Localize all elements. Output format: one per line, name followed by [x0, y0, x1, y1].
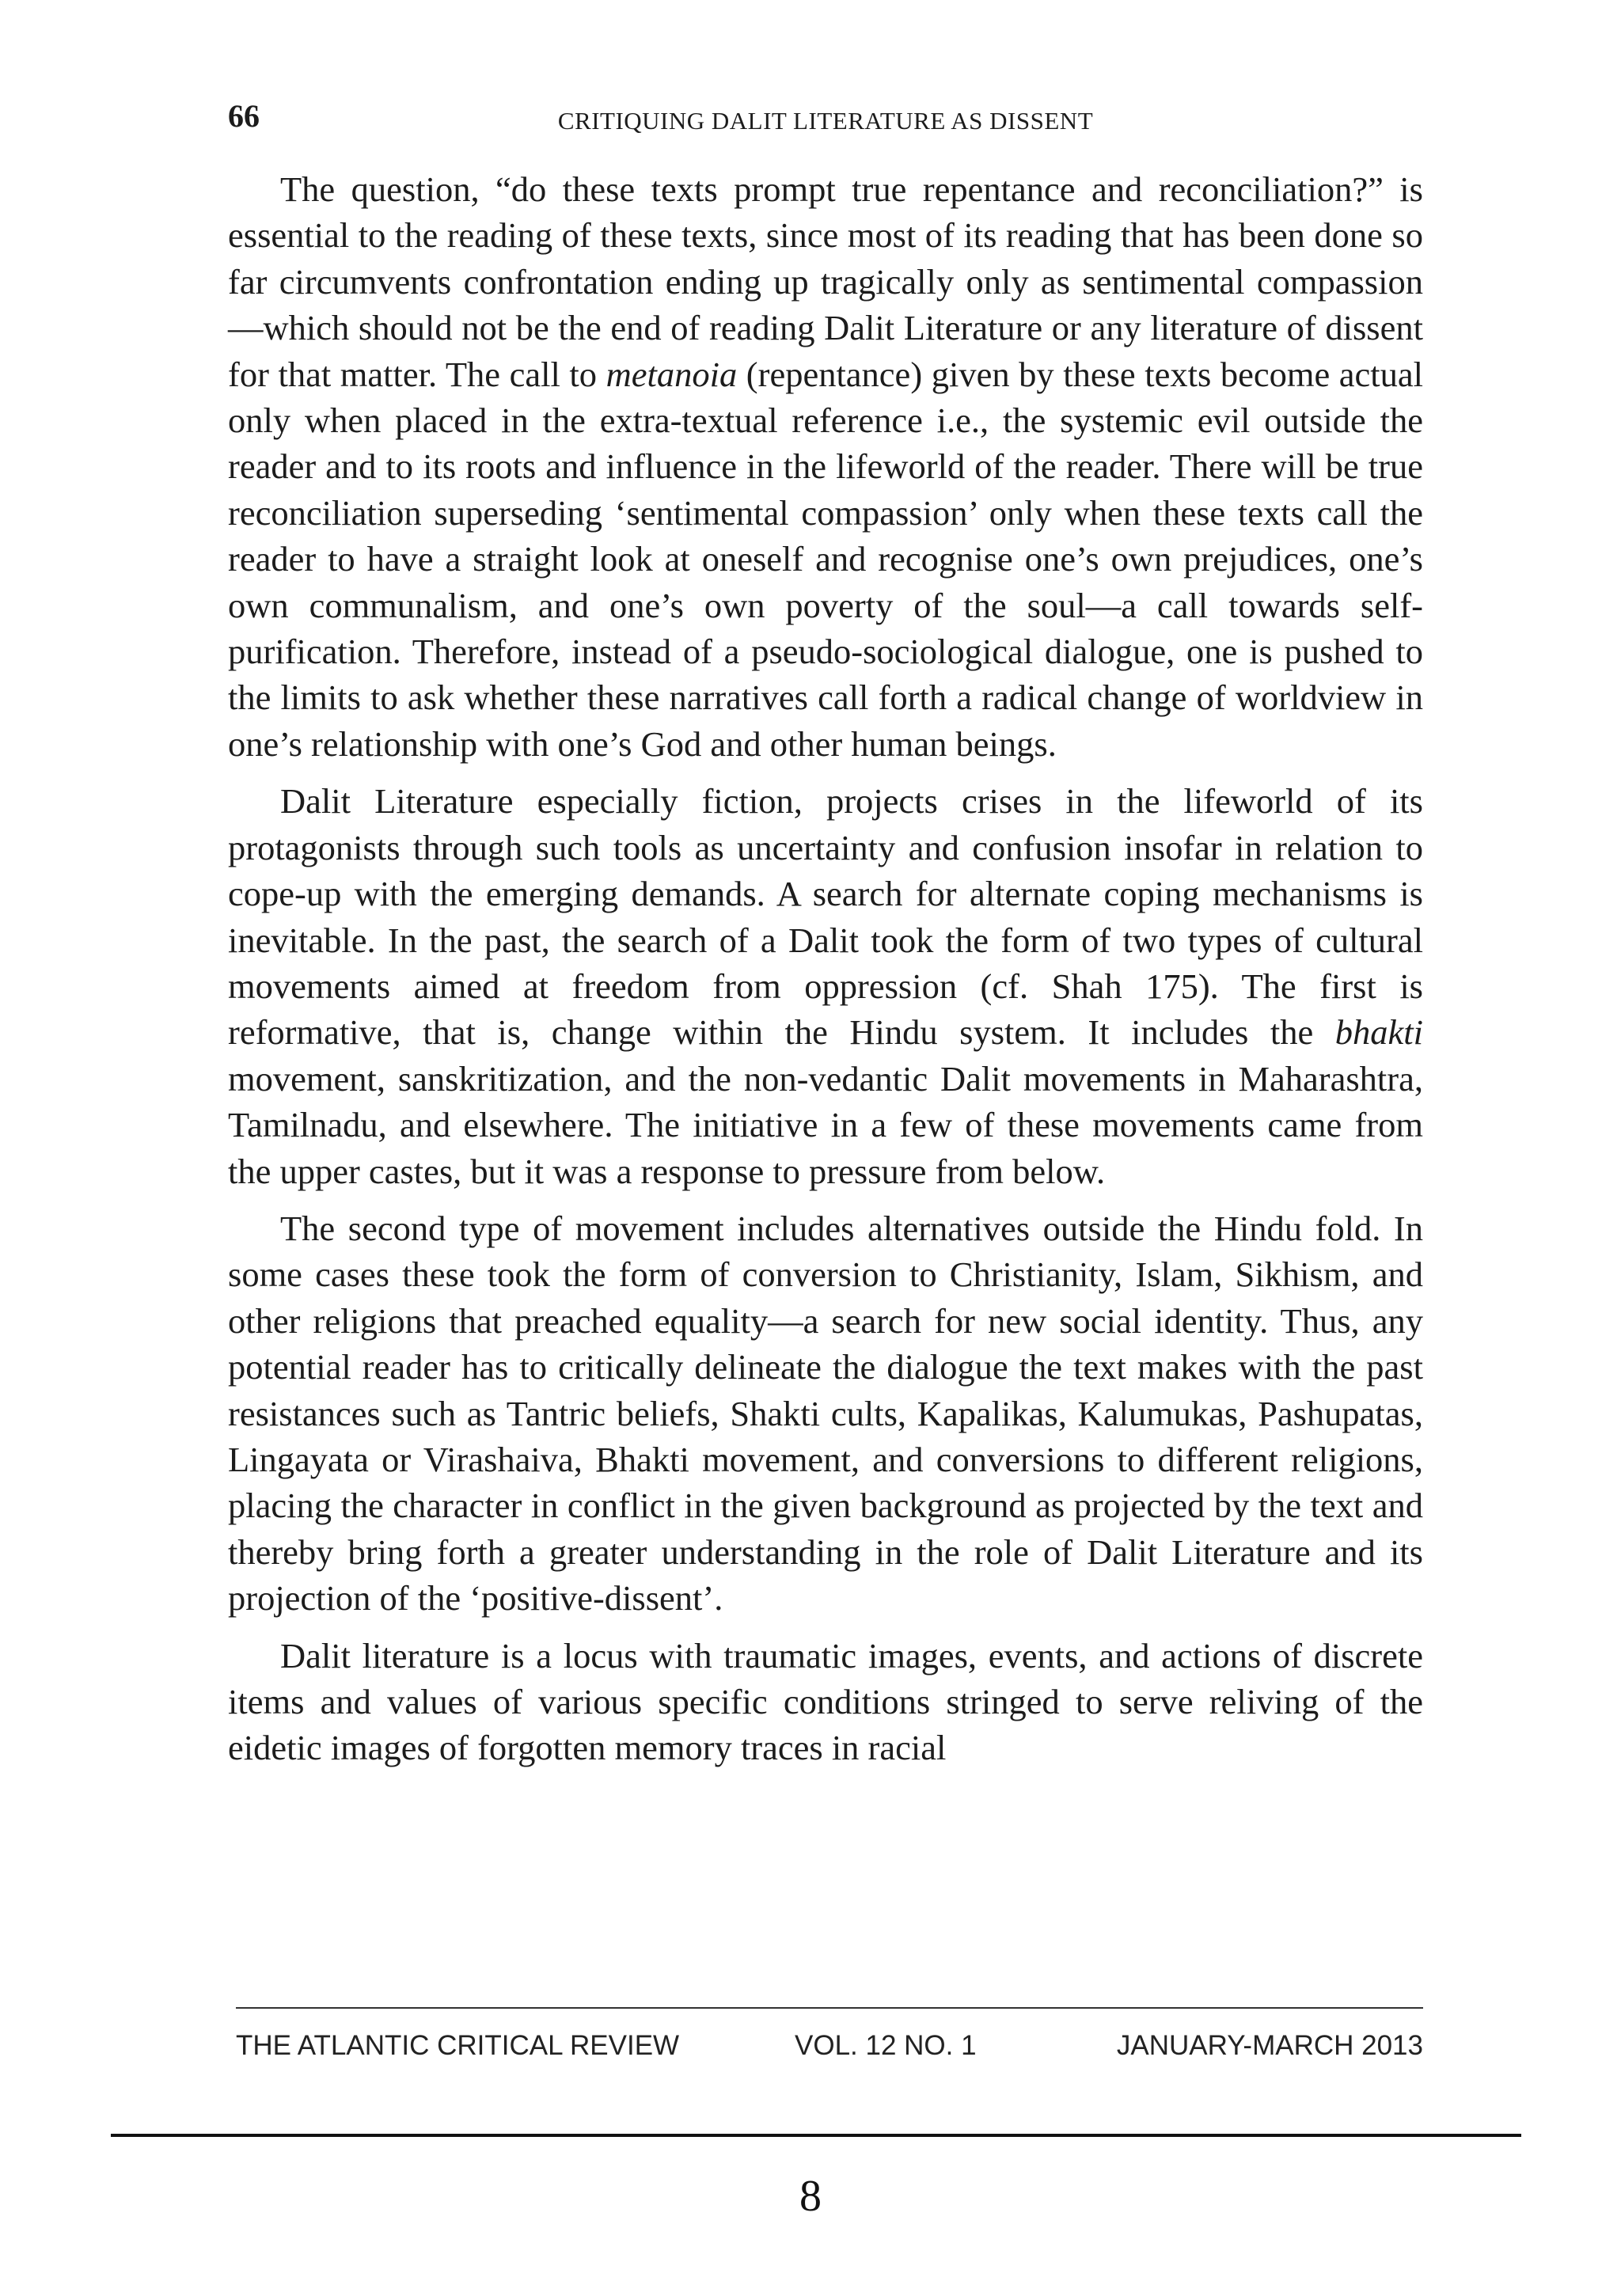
paragraph-1 — [228, 166, 1423, 767]
paragraph-3: The second type of movement includes alternatives outside the Hindu fold. In some cases these took the form of conversion to Christianity, Islam, Sikhism, and other religions that preached equality—a search for new social identity. Thus, any potential reader has to critically delineate the dialogue the text makes with the past resistances such as Tantric beliefs, Shakti cults, Kapalikas, Kalumukas, Pashupatas, Lingayata or Virashaiva, Bhakti movement, and conversions to different religions, placing the character in conflict in the given background as projected by the text and thereby bring forth a greater understanding in the role of Dalit Literature and its projection of the ‘positive-dissent’. — [228, 1208, 1423, 1619]
running-head — [228, 97, 1423, 136]
paragraph-4: Dalit literature is a locus with traumatic images, events, and actions of discrete items and values of various specific conditions stringed to serve reliving of the eidetic images of forgotten memory traces in racial — [228, 1635, 1423, 1768]
italic-term-metanoia: metanoia — [606, 354, 738, 394]
footer — [236, 2026, 1423, 2066]
paragraph-2-text-cont: movement, sanskritization, and the non-vedantic Dalit movements in Maharashtra, Tamilnadu, and elsewhere. The initiative in a few of these movements came from the upper castes, but it was a response to pressure from below. — [228, 1058, 1423, 1191]
paragraph-2-text: Dalit Literature especially fiction, projects crises in the lifeworld of its protagonists through such tools as uncertainty and confusion insofar in relation to cope-up with the emerging demands. A search for alternate coping mechanisms is inevitable. In the past, the search of a Dalit took the form of two types of cultural movements aimed at freedom from oppression (cf. Shah 175). The first is reformative, that is, change within the Hindu system. It includes the — [228, 781, 1423, 1053]
footer-journal-title: THE ATLANTIC CRITICAL REVIEW — [236, 2030, 680, 2061]
footer-volume: VOL. 12 NO. 1 — [795, 2030, 977, 2061]
footer-divider — [236, 2007, 1423, 2009]
paragraph-1-text-cont: (repentance) given by these texts become actual only when placed in the extra-textual reference i.e., the systemic evil outside the reader and to its roots and influence in the lifeworld of the reader. There will be true reconciliation superseding ‘sentimental compassion’ only when these texts call the reader to have a straight look at oneself and recognise one’s own prejudices, one’s own communalism, and one’s own poverty of the soul—a call towards self-purification. Therefore, instead of a pseudo-sociological dialogue, one is pushed to the limits to ask whether these narratives call forth a radical change of worldview in one’s relationship with one’s God and other human beings. — [228, 354, 1423, 764]
italic-term-bhakti: bhakti — [1334, 1012, 1423, 1053]
page-number: 66 — [228, 98, 260, 134]
sheet-number: 8 — [799, 2172, 822, 2221]
paragraph-1-text: The question, “do these texts prompt true repentance and reconciliation?” is essential to the reading of these texts, since most of its reading that has been done so far circumvents confrontation ending up tragically only as sentimental compassion—which should not be the end of reading Dalit Literature or any literature of dissent for that matter. The call to — [228, 169, 1423, 394]
running-title: CRITIQUING DALIT LITERATURE AS DISSENT — [557, 107, 1094, 135]
paragraph-2 — [228, 778, 1423, 1194]
body-text — [228, 166, 1423, 1782]
footer-date: JANUARY-MARCH 2013 — [1116, 2030, 1423, 2061]
bottom-divider — [111, 2134, 1521, 2137]
